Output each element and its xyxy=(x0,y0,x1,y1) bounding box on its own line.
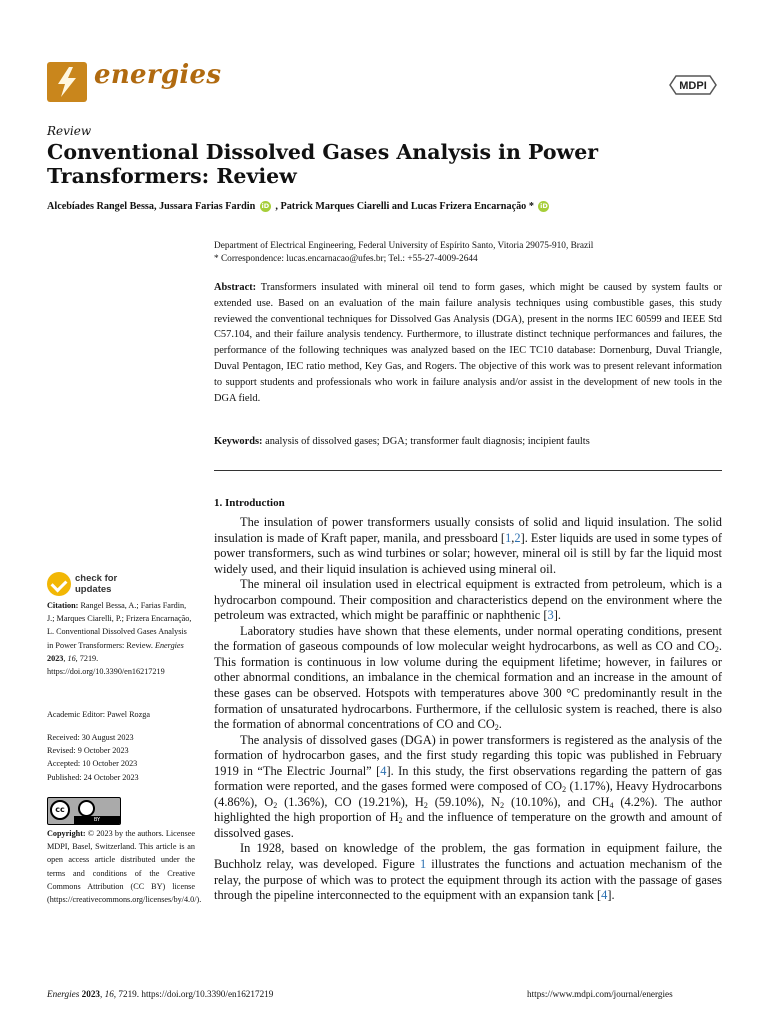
journal-logo-icon xyxy=(47,62,87,102)
figure-link[interactable]: 1 xyxy=(419,857,427,872)
affiliations xyxy=(214,240,593,266)
mdpi-logo-text: MDPI xyxy=(679,80,707,92)
academic-editor: Academic Editor: Pawel Rozga xyxy=(47,710,150,719)
correspondence-line: * Correspondence: lucas.encarnacao@ufes.br; Tel.: +55-27-4009-2644 xyxy=(214,254,478,264)
citation-block: Citation: Rangel Bessa, A.; Farias Fardin, J.; Marques Ciarelli, P.; Frizera Encarnação, L. Conventional Dissolved Gases Analysis in Power Transformers: Review. Energies 2023, 16, 7219. https://doi.org/10.3390/en16217219 xyxy=(47,601,192,677)
author-list xyxy=(47,201,551,212)
check-updates-label: check for updates xyxy=(75,573,118,595)
abstract-label: Abstract: xyxy=(214,282,257,293)
check-icon xyxy=(47,572,71,596)
accepted-date: Accepted: 10 October 2023 xyxy=(47,759,138,769)
revised-date: Revised: 9 October 2023 xyxy=(47,746,129,756)
citation-link[interactable]: 1 xyxy=(505,530,512,545)
paragraph: The insulation of power transformers usually consists of solid and liquid insulation. The solid insulation is made of Kraft paper, manila, and pressboard [1,2]. Ester liquids are used in some types of power transformers, such as wind turbines or solar; however, mineral oil is still by far the liquid most widely used, and their liquid insulation is achieved using mineral oil. xyxy=(214,515,722,576)
paragraph: The mineral oil insulation used in electrical equipment is extracted from petroleum, which is a hydrocarbon compound. Their composition and characteristics depend on the environment where the petroleum was extracted, which might be paraffinic or naphthenic [3]. xyxy=(214,577,722,623)
article-title: Conventional Dissolved Gases Analysis in Power Transformers: Review xyxy=(47,140,599,188)
citation-link[interactable]: 2 xyxy=(514,530,521,545)
affiliation-line: Department of Electrical Engineering, Federal University of Espírito Santo, Vitoria 29075-910, Brazil xyxy=(214,241,594,251)
section-divider xyxy=(214,470,722,471)
keywords-text: analysis of dissolved gases; DGA; transformer fault diagnosis; incipient faults xyxy=(265,436,590,447)
authors-part-1: Alcebíades Rangel Bessa, Jussara Farias Fardin xyxy=(47,201,256,213)
mdpi-logo xyxy=(668,72,718,98)
keywords xyxy=(214,436,722,447)
received-date: Received: 30 August 2023 xyxy=(47,733,134,742)
cc-icon: cc xyxy=(50,800,70,820)
footer-journal-url[interactable]: https://www.mdpi.com/journal/energies xyxy=(527,989,673,999)
abstract xyxy=(214,280,722,406)
cc-by-license-icon[interactable] xyxy=(47,797,121,825)
abstract-text: Transformers insulated with mineral oil tend to form gases, which might be caused by system faults or extended use. Based on an evaluation of the main failure analysis techniques using combustible gases, this study reviewed the conventional techniques for Dissolved Gas Analysis (DGA), present in the norms IEC 60599 and IEEE Std C57.104, and their failure analysis tendency. Furthermore, to illustrate distinct technique performances and failures, the performance of the following techniques was analyzed based on the IEC TC10 database: Dornenburg, Duval Triangle, Duval Pentagon, IEC ratio method, Key Gas, and Rogers. The objective of this work was to present relevant information to support students and professionals who work in failure analysis and/or assist in the development of new tools in the DGA field. xyxy=(214,282,722,404)
journal-name: energies xyxy=(94,60,222,90)
section-heading: 1. Introduction xyxy=(214,497,285,509)
paragraph: In 1928, based on knowledge of the problem, the gas formation in equipment failure, the Buchholz relay, was developed. Figure 1 illustrates the functions and actuation mechanism of the relay, the purpose of which was to protect the equipment through its action with the passage of gases through the pipeline interconnected to the equipment with an expansion tank [4]. xyxy=(214,841,722,903)
paragraph: The analysis of dissolved gases (DGA) in power transformers is registered as the analysis of the formation of hydrocarbon gases, and the first study regarding this topic was published in February 1919 in “The Electric Journal” [4]. In this study, the first observations regarding the pattern of gas formation were reported, and the gases formed were composed of $CO_2$ (1.17%), Heavy Hydrocarbons (4.86%), $O_2$ (1.36%), CO (19.21%), $H_2$ (59.10%), $N_2$ (10.10%), and $CH_4$ (4.2%). The author highlighted the high proportion of $H_2$ and the influence of temperature on the growth and amount of dissolved gases. xyxy=(214,732,722,840)
orcid-icon[interactable]: iD xyxy=(261,202,270,211)
authors-part-2: , Patrick Marques Ciarelli and Lucas Frizera Encarnação * xyxy=(275,201,534,213)
keywords-label: Keywords: xyxy=(214,436,263,447)
publication-dates xyxy=(47,731,195,784)
check-for-updates-button[interactable] xyxy=(47,572,167,596)
citation-link[interactable]: 4 xyxy=(601,888,608,903)
lightning-bolt-icon xyxy=(47,62,87,102)
body-text xyxy=(214,515,722,904)
by-label: BY xyxy=(74,816,120,824)
copyright-notice: Copyright: © 2023 by the authors. Licensee MDPI, Basel, Switzerland. This article is an open access article distributed under the terms and conditions of the Creative Commons Attribution (CC BY) license (https://creativecommons.org/licenses/by/4.0/). xyxy=(47,829,202,905)
citation-link[interactable]: 3 xyxy=(547,608,554,623)
orcid-icon[interactable]: iD xyxy=(540,202,548,211)
person-icon xyxy=(78,800,95,817)
footer-citation: Energies 2023, 16, 7219. https://doi.org/10.3390/en16217219 xyxy=(47,989,274,999)
citation-link[interactable]: 4 xyxy=(380,763,387,778)
article-type: Review xyxy=(47,124,92,138)
paragraph: Laboratory studies have shown that these elements, under normal operating conditions, present the formation of gaseous compounds of low molecular weight hydrocarbons, as well as CO and $CO_2$. This formation is continuous in low volume during the equipment lifetime; however, in failures or other abnormal conditions, an imbalance in the chemical formation and an increase in the amount of these gases can be observed. Hotspots with temperatures above 300 °C predominantly result in the formation of unsaturated hydrocarbons. Furthermore, if the cellulosic system is reached, there is also the formation of abnormal concentrations of CO and $CO_2$. xyxy=(214,623,722,733)
published-date: Published: 24 October 2023 xyxy=(47,772,139,782)
